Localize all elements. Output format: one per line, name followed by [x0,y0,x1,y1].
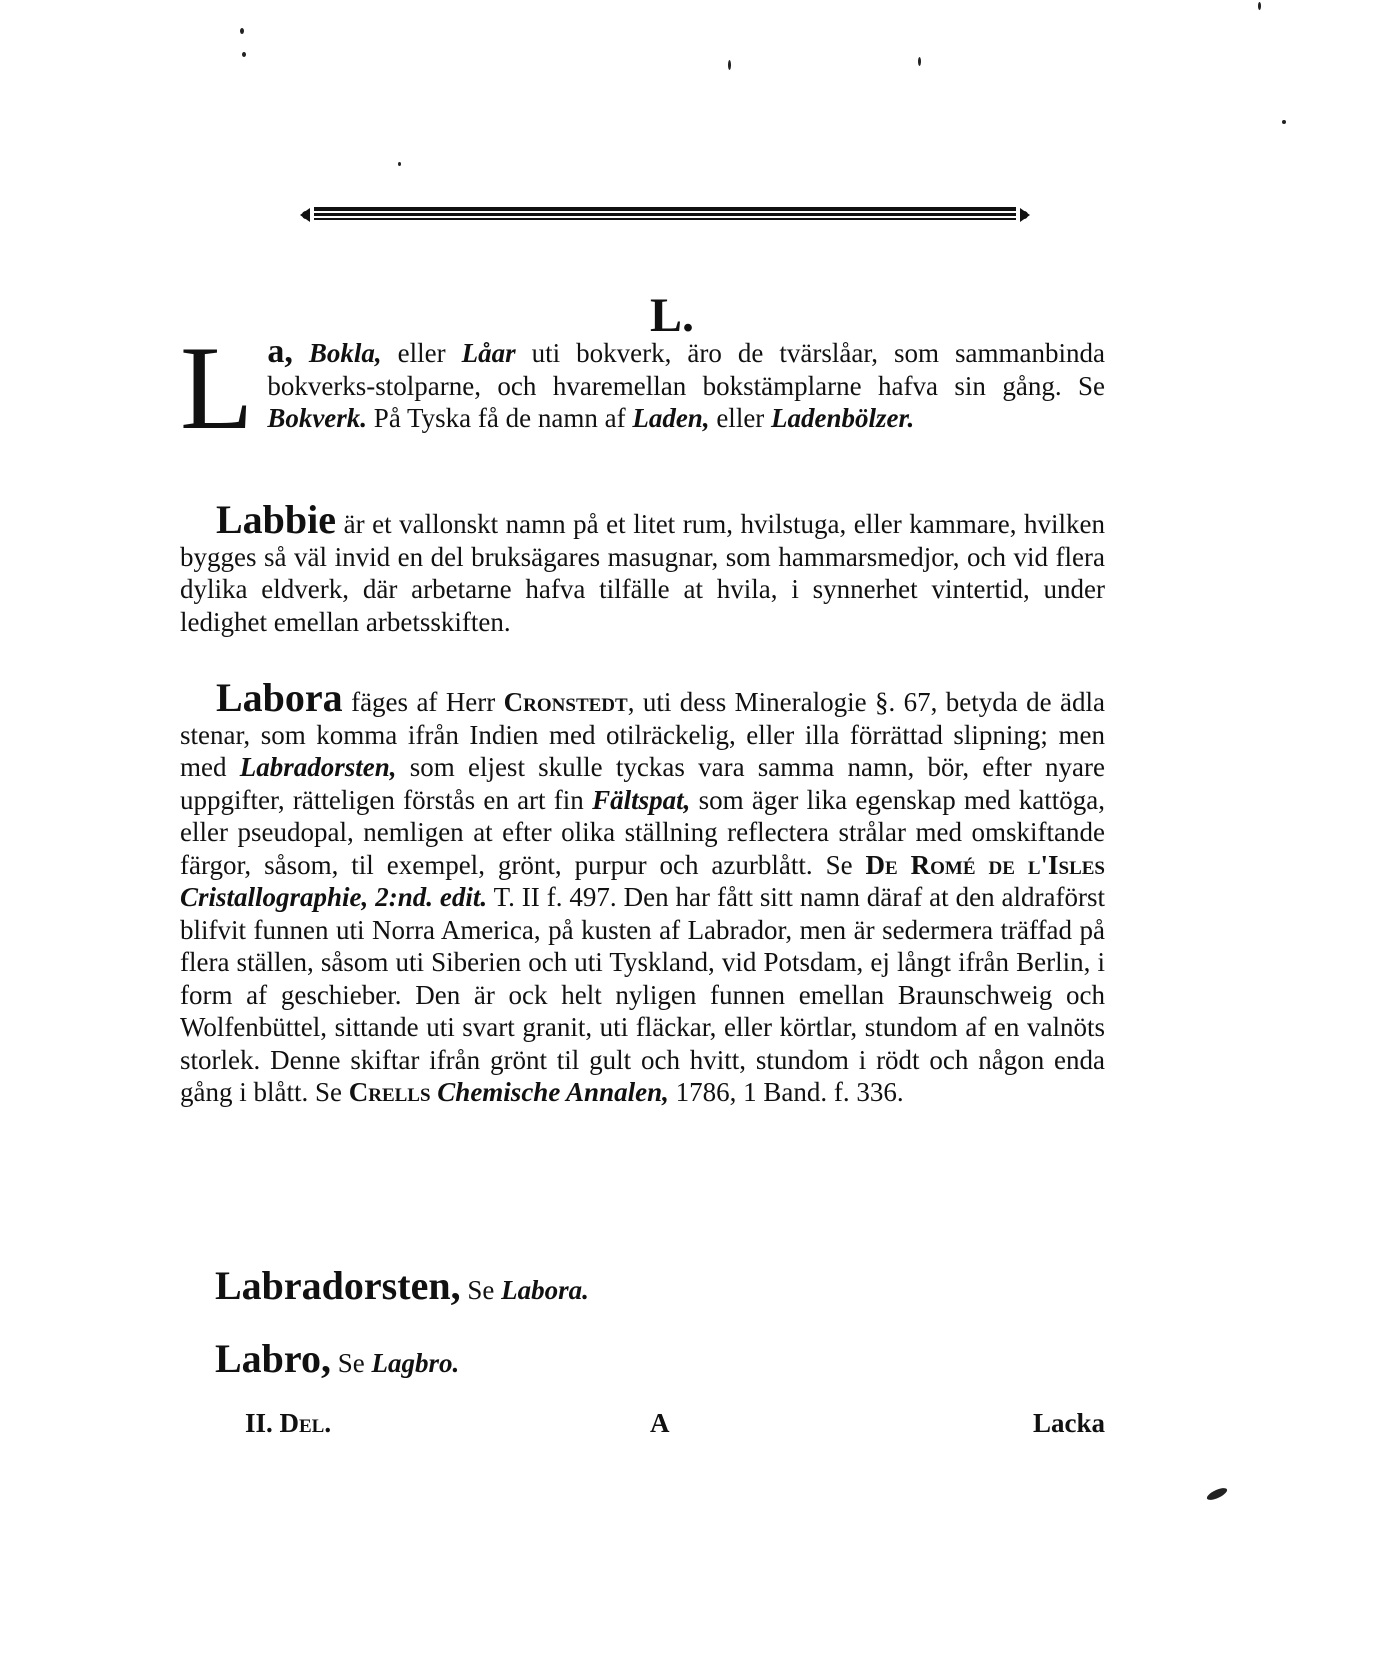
entry-labora [180,675,1105,1109]
section-letter: L. [650,289,695,342]
body-text: som äger lika egenskap med kattöga, eller pseudopal, nemligen at efter olika ställning reflectera strålar med omskiftande färgor, såsom, til exempel, grönt, purpur och azurblått. Se [180,784,1105,880]
body-text: På Tyska få de namn af [367,403,633,433]
body-text: som eljest skulle tyckas vara samma namn, bör, efter nyare uppgifter, rätteligen förstås en art fin [180,752,1105,815]
body-text: eller [709,403,772,433]
small-caps-name: De Romé de l'Isles [865,849,1105,880]
header-ornament-rule [300,200,1030,230]
ink-speck [1282,120,1286,124]
body-text: 1786, 1 Band. f. 336. [668,1077,904,1107]
entry-labbie [180,497,1105,638]
headword-labro: Labro, [215,1336,331,1381]
small-caps-name: Crells [348,1077,431,1107]
headword-labora: Labora [216,675,343,720]
headword-labbie: Labbie [216,497,337,542]
italic-text: Labradorsten, [239,752,397,782]
entry-labradorsten [215,1262,589,1309]
headword-la: a, [267,333,293,370]
entry-la [180,321,1106,454]
body-text: eller [381,338,462,368]
italic-text: Laden, [632,403,710,433]
ink-speck [242,52,246,57]
ink-speck [240,28,244,34]
body-text: är et vallonskt namn på et litet rum, hvilstuga, eller kammare, hvilken bygges så väl invid en del bruksägares masugnar, som hammarsmedjor, och vid flera dylika eldverk, där arbetarne hafva tilfälle at hvila, i synnerhet vintertid, under ledighet emellan arbetsskiften. [180,509,1105,637]
ink-speck [1258,2,1261,10]
page-footer [245,1408,1105,1448]
ink-speck [398,162,401,166]
italic-text: Ladenbölzer. [771,403,915,433]
italic-text: Bokla, [308,338,382,368]
entry-labro [215,1335,459,1382]
italic-text: Cristallographie, 2:nd. edit. [180,882,488,912]
ink-speck [918,57,921,66]
small-caps-name: Cronstedt [503,687,628,717]
volume-signature: II. Del. [245,1408,332,1438]
headword-labradorsten: Labradorsten, [215,1263,461,1308]
cross-reference: Lagbro. [371,1348,460,1378]
italic-text: Låar [461,338,516,368]
italic-text: Chemische Annalen, [437,1077,669,1107]
gathering-signature: A [650,1408,670,1438]
ink-speck [728,60,731,70]
drop-cap: L [180,321,254,454]
body-text: fäges af Herr [342,687,504,717]
ink-speck [1205,1486,1228,1503]
body-text: T. II f. 497. Den har fått sitt namn däraf at den aldraförst blifvit funnen uti Norra America, på kusten af Labrador, men är sedermera träffad på flera ställen, såsom uti Siberien och uti Tyskland, vid Potsdam, ej långt ifrån Berlin, i form af geschieber. Den är ock helt nyligen funnen emellan Braunschweig och Wolfenbüttel, sittande uti svart granit, uti fläckar, eller körtlar, stundom af en valnöts storlek. Denne skiftar ifrån grönt til gult och hvitt, stundom i rödt och någon enda gång i blått. Se [180,882,1105,1107]
body-text: uti bokverk, äro de tvärslåar, som sammanbinda bokverks-stolparne, och hvaremellan bokstämplarne hafva sin gång. Se [267,338,1106,401]
catchword: Lacka [1032,1408,1105,1438]
italic-text: Fältspat, [592,784,691,815]
body-text: , uti dess Mineralogie §. 67, betyda de ädla stenar, som komma ifrån Indien med otilräckelig, eller illa förrättad slipning; men med [180,687,1105,782]
italic-text: Bokverk. [267,403,368,433]
cross-reference: Labora. [501,1275,589,1305]
see-label: Se [467,1275,495,1305]
see-label: Se [337,1348,365,1378]
entry-body-labora [180,687,1105,1107]
entry-body-la [267,338,1105,433]
